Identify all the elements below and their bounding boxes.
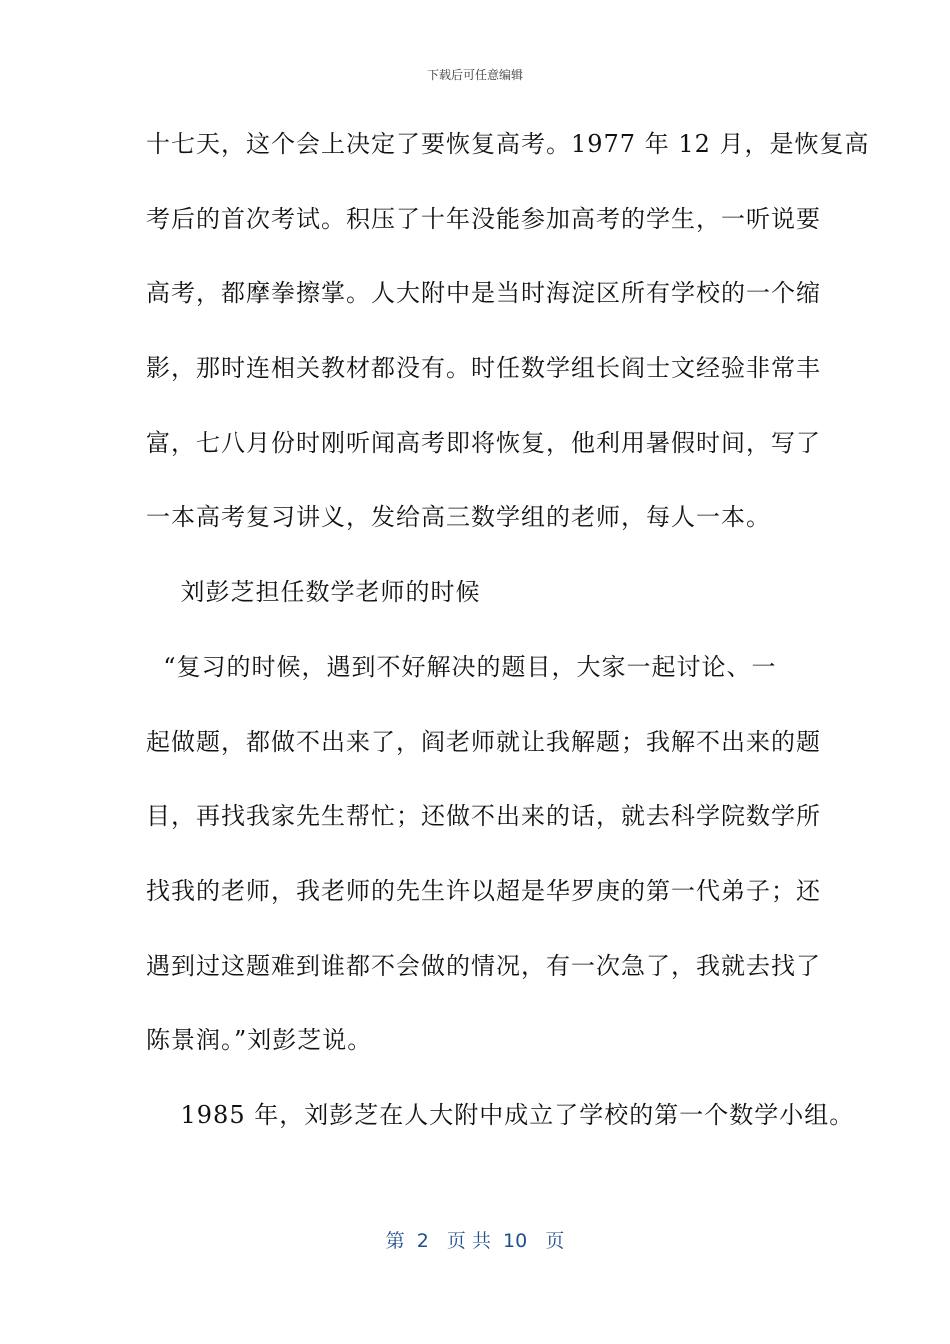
text-line: 找我的老师，我老师的先生许以超是华罗庚的第一代弟子；还 xyxy=(146,876,821,905)
text-line: 起做题，都做不出来了，阎老师就让我解题；我解不出来的题 xyxy=(146,727,821,756)
text-line: 影，那时连相关教材都没有。时任数学组长阎士文经验非常丰 xyxy=(146,354,821,383)
text-line: 高考，都摩拳擦掌。人大附中是当时海淀区所有学校的一个缩 xyxy=(146,279,821,308)
text-line: 富，七八月份时刚听闻高考即将恢复，他利用暑假时间，写了 xyxy=(146,428,821,457)
page-header: 下载后可任意编辑 xyxy=(426,68,523,82)
text-line: 目，再找我家先生帮忙；还做不出来的话，就去科学院数学所 xyxy=(146,802,821,831)
page-footer: 第 2 页 共 10 页 xyxy=(385,1230,565,1252)
text-line: 刘彭芝担任数学老师的时候 xyxy=(146,578,481,607)
text-line: 一本高考复习讲义，发给高三数学组的老师，每人一本。 xyxy=(146,503,771,532)
text-line: “复习的时候，遇到不好解决的题目，大家一起讨论、一 xyxy=(146,652,777,681)
text-line: 考后的首次考试。积压了十年没能参加高考的学生，一听说要 xyxy=(146,204,821,233)
text-line: 陈景润。”刘彭芝说。 xyxy=(146,1026,373,1055)
text-line: 遇到过这题难到谁都不会做的情况，有一次急了，我就去找了 xyxy=(146,951,821,980)
text-line: 十七天，这个会上决定了要恢复高考。1977 年 12 月，是恢复高 xyxy=(146,130,870,158)
document-body xyxy=(146,122,870,1168)
text-line: 1985 年，刘彭芝在人大附中成立了学校的第一个数学小组。 xyxy=(146,1100,855,1129)
